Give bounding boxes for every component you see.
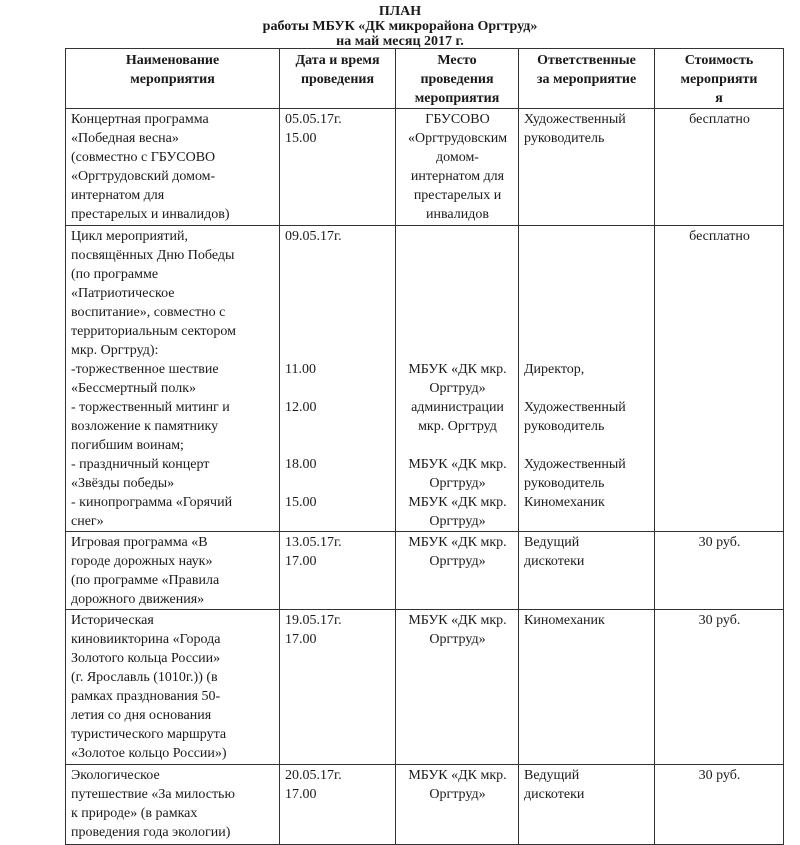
event-place: [396, 765, 519, 845]
cell-line: [524, 341, 650, 360]
cell-line: Оргтруд»: [429, 554, 486, 569]
cell-line: Оргтруд»: [429, 632, 486, 647]
cell-line: городе дорожных наук»: [71, 554, 213, 569]
cell-line: Наименование: [125, 53, 220, 68]
cell-line: [285, 303, 391, 322]
cell-line: - праздничный концерт: [71, 457, 210, 472]
event-name: [66, 226, 280, 532]
cell-line: ГБУСОВО: [425, 112, 490, 127]
cell-line: [285, 379, 391, 398]
cell-line: (совместно с ГБУСОВО: [71, 150, 216, 165]
header-cost: [655, 49, 784, 109]
cell-line: летия со дня основания: [71, 708, 212, 723]
cell-line: [401, 246, 514, 265]
cell-line: [401, 227, 514, 246]
cell-line: мкр. Оргтруд: [418, 419, 497, 434]
cell-line: Ведущий: [524, 768, 580, 783]
cell-line: - торжественный митинг и: [71, 400, 230, 415]
cell-line: престарелых и инвалидов): [71, 207, 230, 222]
header-name: [66, 49, 280, 109]
cell-line: [401, 341, 514, 360]
cell-line: Дата и время: [295, 53, 380, 68]
cell-line: [524, 284, 650, 303]
cell-line: -торжественное шествие: [71, 362, 219, 377]
cell-line: руководитель: [524, 476, 605, 491]
cell-line: (г. Ярославль (1010г.)) (в: [71, 670, 218, 685]
cell-line: Ведущий: [524, 535, 580, 550]
table-row: [66, 532, 784, 610]
cell-line: 15.00: [285, 131, 317, 146]
cell-line: [285, 474, 391, 493]
table-row: [66, 226, 784, 532]
cell-line: [401, 265, 514, 284]
table-row: [66, 610, 784, 765]
cell-line: руководитель: [524, 131, 605, 146]
cell-line: МБУК «ДК мкр.: [408, 495, 507, 510]
cell-line: Художественный: [524, 112, 626, 127]
plan-title: ПЛАН: [378, 4, 422, 19]
cell-line: Экологическое: [71, 768, 160, 783]
cell-line: за мероприятие: [536, 72, 637, 87]
cell-line: Цикл мероприятий,: [71, 229, 188, 244]
cell-line: Золотого кольца России»: [71, 651, 221, 666]
event-place: [396, 610, 519, 765]
cell-line: «Бессмертный полк»: [71, 381, 197, 396]
cell-line: посвящённых Дню Победы: [71, 248, 235, 263]
cell-line: [524, 227, 650, 246]
event-cost: 30 руб.: [655, 765, 784, 845]
event-place: [396, 532, 519, 610]
cell-line: [524, 265, 650, 284]
cell-line: Оргтруд»: [429, 787, 486, 802]
cell-line: Ответственные: [537, 53, 636, 68]
cell-line: я: [715, 91, 723, 106]
event-cost: 30 руб.: [655, 610, 784, 765]
event-date: [280, 765, 396, 845]
event-responsible: [519, 109, 655, 226]
event-cost: бесплатно: [655, 226, 784, 532]
cell-line: [524, 303, 650, 322]
cell-line: [285, 322, 391, 341]
cell-line: «Оргтрудовским: [407, 131, 508, 146]
cell-line: 12.00: [285, 400, 317, 415]
event-name: [66, 109, 280, 226]
cell-line: 17.00: [285, 554, 317, 569]
event-name: [66, 610, 280, 765]
cell-line: [524, 322, 650, 341]
plan-subtitle: работы МБУК «ДК микрорайона Оргтруд»: [262, 19, 538, 34]
cell-line: МБУК «ДК мкр.: [408, 768, 507, 783]
cell-line: дорожного движения»: [71, 592, 205, 607]
cell-line: 18.00: [285, 457, 317, 472]
cell-line: [285, 284, 391, 303]
event-date: [280, 532, 396, 610]
cell-line: территориальным сектором: [71, 324, 236, 339]
cell-line: (по программе «Правила: [71, 573, 220, 588]
cell-line: киновиикторина «Города: [71, 632, 221, 647]
cell-line: [524, 436, 650, 455]
plan-period: на май месяц 2017 г.: [336, 34, 464, 49]
cell-line: [401, 284, 514, 303]
table-row: [66, 765, 784, 845]
cell-line: [285, 341, 391, 360]
cell-line: туристического маршрута: [71, 727, 227, 742]
cell-line: Оргтруд»: [429, 514, 486, 529]
cell-line: воспитание», совместно с: [71, 305, 226, 320]
cell-line: Оргтруд»: [429, 476, 486, 491]
cell-line: проведения года экологии): [71, 825, 231, 840]
cell-line: дискотеки: [524, 554, 585, 569]
event-name: [66, 532, 280, 610]
cell-line: администрации: [411, 400, 504, 415]
cell-line: [524, 379, 650, 398]
cell-line: МБУК «ДК мкр.: [408, 457, 507, 472]
cell-line: 09.05.17г.: [285, 229, 342, 244]
cell-line: [401, 303, 514, 322]
cell-line: «Оргтрудовский домом-: [71, 169, 216, 184]
cell-line: [285, 417, 391, 436]
cell-line: МБУК «ДК мкр.: [408, 613, 507, 628]
cell-line: мероприятия: [414, 91, 500, 106]
cell-line: [285, 265, 391, 284]
cell-line: «Патриотическое: [71, 286, 175, 301]
cell-line: [401, 436, 514, 455]
cell-line: Киномеханик: [524, 613, 605, 628]
cell-line: Стоимость: [684, 53, 754, 68]
event-place: [396, 226, 519, 532]
cell-line: МБУК «ДК мкр.: [408, 362, 507, 377]
cell-line: Историческая: [71, 613, 154, 628]
cell-line: мкр. Оргтруд):: [71, 343, 159, 358]
header-responsible: [519, 49, 655, 109]
cell-line: к природе» (в рамках: [71, 806, 198, 821]
cell-line: домом-: [436, 150, 479, 165]
cell-line: инвалидов: [426, 207, 489, 222]
cell-line: престарелых и: [413, 188, 502, 203]
event-responsible: [519, 765, 655, 845]
cell-line: мероприяти: [680, 72, 758, 87]
cell-line: Оргтруд»: [429, 381, 486, 396]
cell-line: «Золотое кольцо России»): [71, 746, 227, 761]
cell-line: снег»: [71, 514, 104, 529]
table-row: [66, 109, 784, 226]
cell-line: - кинопрограмма «Горячий: [71, 495, 233, 510]
cell-line: интернатом для: [71, 188, 165, 203]
cell-line: 05.05.17г.: [285, 112, 342, 127]
event-cost: 30 руб.: [655, 532, 784, 610]
cell-line: МБУК «ДК мкр.: [408, 535, 507, 550]
cell-line: [285, 246, 391, 265]
cell-line: 19.05.17г.: [285, 613, 342, 628]
cell-line: Художественный: [524, 457, 626, 472]
cell-line: Игровая программа «В: [71, 535, 208, 550]
cell-line: 11.00: [285, 362, 316, 377]
header-date: [280, 49, 396, 109]
cell-line: Киномеханик: [524, 495, 605, 510]
cell-line: возложение к памятнику: [71, 419, 219, 434]
event-date: [280, 109, 396, 226]
cell-line: (по программе: [71, 267, 159, 282]
cell-line: 20.05.17г.: [285, 768, 342, 783]
cell-line: мероприятия: [130, 72, 215, 87]
cell-line: [524, 246, 650, 265]
cell-line: Директор,: [524, 362, 585, 377]
cell-line: [401, 322, 514, 341]
cell-line: Место: [437, 53, 477, 68]
header-place: [396, 49, 519, 109]
cell-line: «Победная весна»: [71, 131, 179, 146]
cell-line: проведения: [300, 72, 375, 87]
cell-line: рамках празднования 50-: [71, 689, 221, 704]
cell-line: Концертная программа: [71, 112, 209, 127]
cell-line: 17.00: [285, 632, 317, 647]
table-header-row: [66, 49, 784, 109]
cell-line: путешествие «За милостью: [71, 787, 235, 802]
cell-line: погибшим воинам;: [71, 438, 184, 453]
cell-line: дискотеки: [524, 787, 585, 802]
events-table: [65, 48, 784, 845]
cell-line: 17.00: [285, 787, 317, 802]
event-date: [280, 226, 396, 532]
event-cost: бесплатно: [655, 109, 784, 226]
cell-line: проведения: [420, 72, 494, 87]
event-name: [66, 765, 280, 845]
event-responsible: [519, 532, 655, 610]
event-responsible: [519, 610, 655, 765]
cell-line: [285, 436, 391, 455]
cell-line: 15.00: [285, 495, 317, 510]
cell-line: Художественный: [524, 400, 626, 415]
event-date: [280, 610, 396, 765]
event-place: [396, 109, 519, 226]
cell-line: интернатом для: [410, 169, 505, 184]
event-responsible: [519, 226, 655, 532]
cell-line: руководитель: [524, 419, 605, 434]
cell-line: 13.05.17г.: [285, 535, 342, 550]
cell-line: «Звёзды победы»: [71, 476, 175, 491]
